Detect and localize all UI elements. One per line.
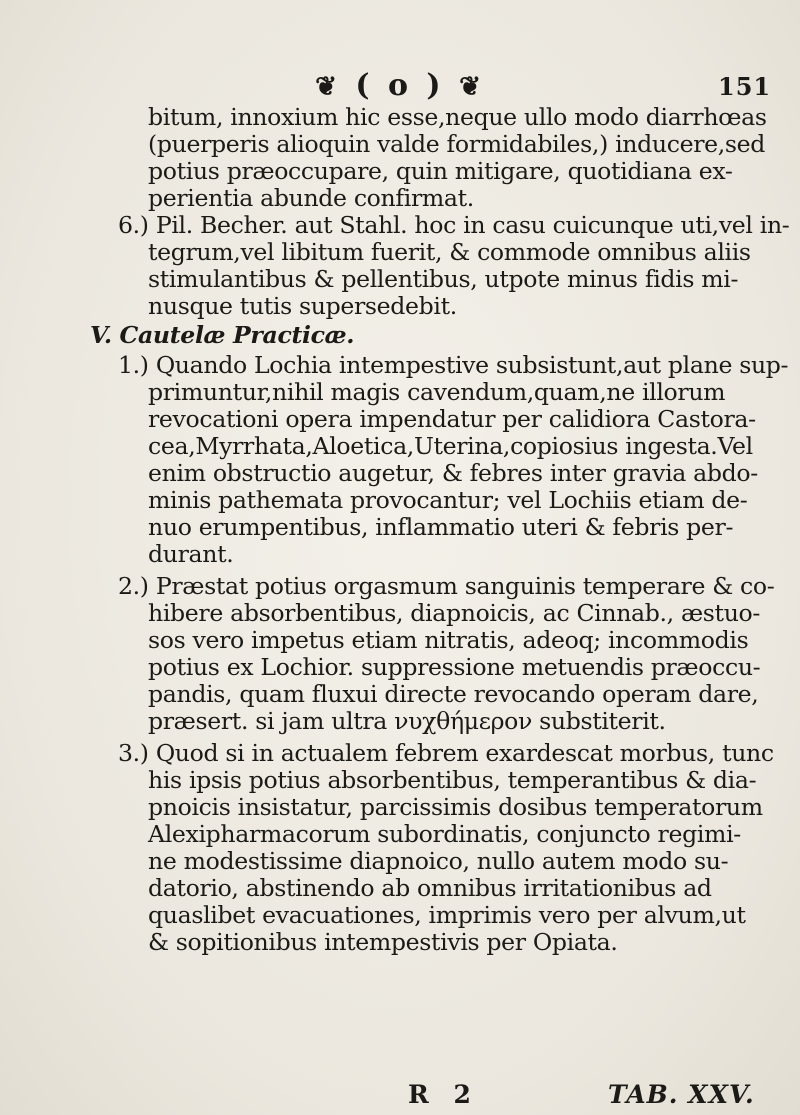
- text-line: sos vero impetus etiam nitratis, adeoq; incommodis: [148, 626, 749, 654]
- text-line: perientia abunde confirmat.: [148, 184, 474, 212]
- text-line: potius ex Lochior. suppressione metuendis præoccu-: [148, 653, 761, 681]
- text-line: stimulantibus & pellentibus, utpote minus fidis mi-: [148, 265, 739, 293]
- text-line: datorio, abstinendo ab omnibus irritationibus ad: [148, 874, 712, 902]
- text-line: tegrum,vel libitum fuerit, & commode omnibus aliis: [148, 238, 751, 266]
- text-line: his ipsis potius absorbentibus, temperantibus & dia-: [148, 766, 757, 794]
- page-footer: [0, 1080, 800, 1112]
- text-line: bitum, innoxium hic esse,neque ullo modo diarrhœas: [148, 103, 767, 131]
- fleuron-left-icon: ❦: [315, 72, 341, 102]
- text-line: enim obstructio augetur, & febres inter gravia abdo-: [148, 459, 758, 487]
- text-line: minis pathemata provocantur; vel Lochiis etiam de-: [148, 486, 748, 514]
- text-line: 6.) Pil. Becher. aut Stahl. hoc in casu cuicunque uti,vel in-: [118, 211, 790, 239]
- header-ornament-group: [285, 68, 515, 103]
- text-line: Alexipharmacorum subordinatis, conjuncto regimi-: [148, 820, 741, 848]
- text-line: nuo erumpentibus, inflammatio uteri & febris per-: [148, 513, 734, 541]
- text-line: revocationi opera impendatur per calidiora Castora-: [148, 405, 756, 433]
- text-line: præsert. si jam ultra νυχθήμερον substiterit.: [148, 707, 666, 735]
- text-line: potius præoccupare, quin mitigare, quotidiana ex-: [148, 157, 733, 185]
- text-line: 1.) Quando Lochia intempestive subsistunt,aut plane sup-: [118, 351, 789, 379]
- fleuron-right-icon: ❦: [459, 72, 485, 102]
- text-line: pandis, quam fluxui directe revocando operam dare,: [148, 680, 759, 708]
- text-line: ne modestissime diapnoico, nullo autem modo su-: [148, 847, 729, 875]
- text-line: primuntur,nihil magis cavendum,quam,ne illorum: [148, 378, 726, 406]
- page-number: 151: [718, 72, 772, 101]
- section-heading: V. Cautelæ Practicæ.: [90, 321, 355, 349]
- text-line: hibere absorbentibus, diapnoicis, ac Cinnab., æstuo-: [148, 599, 761, 627]
- text-line: pnoicis insistatur, parcissimis dosibus temperatorum: [148, 793, 763, 821]
- page-header: [0, 68, 800, 104]
- header-center-mark: ( o ): [355, 68, 445, 103]
- signature-mark: R 2: [408, 1080, 479, 1109]
- text-line: (puerperis alioquin valde formidabiles,) inducere,sed: [148, 130, 766, 158]
- text-line: 3.) Quod si in actualem febrem exardescat morbus, tunc: [118, 739, 774, 767]
- text-line: 2.) Præstat potius orgasmum sanguinis temperare & co-: [118, 572, 775, 600]
- text-line: cea,Myrrhata,Aloetica,Uterina,copiosius ingesta.Vel: [148, 432, 753, 460]
- text-line: & sopitionibus intempestivis per Opiata.: [148, 928, 618, 956]
- catchword: TAB. XXV.: [608, 1080, 755, 1109]
- text-line: quaslibet evacuationes, imprimis vero per alvum,ut: [148, 901, 746, 929]
- text-line: nusque tutis supersedebit.: [148, 292, 457, 320]
- text-line: durant.: [148, 540, 234, 568]
